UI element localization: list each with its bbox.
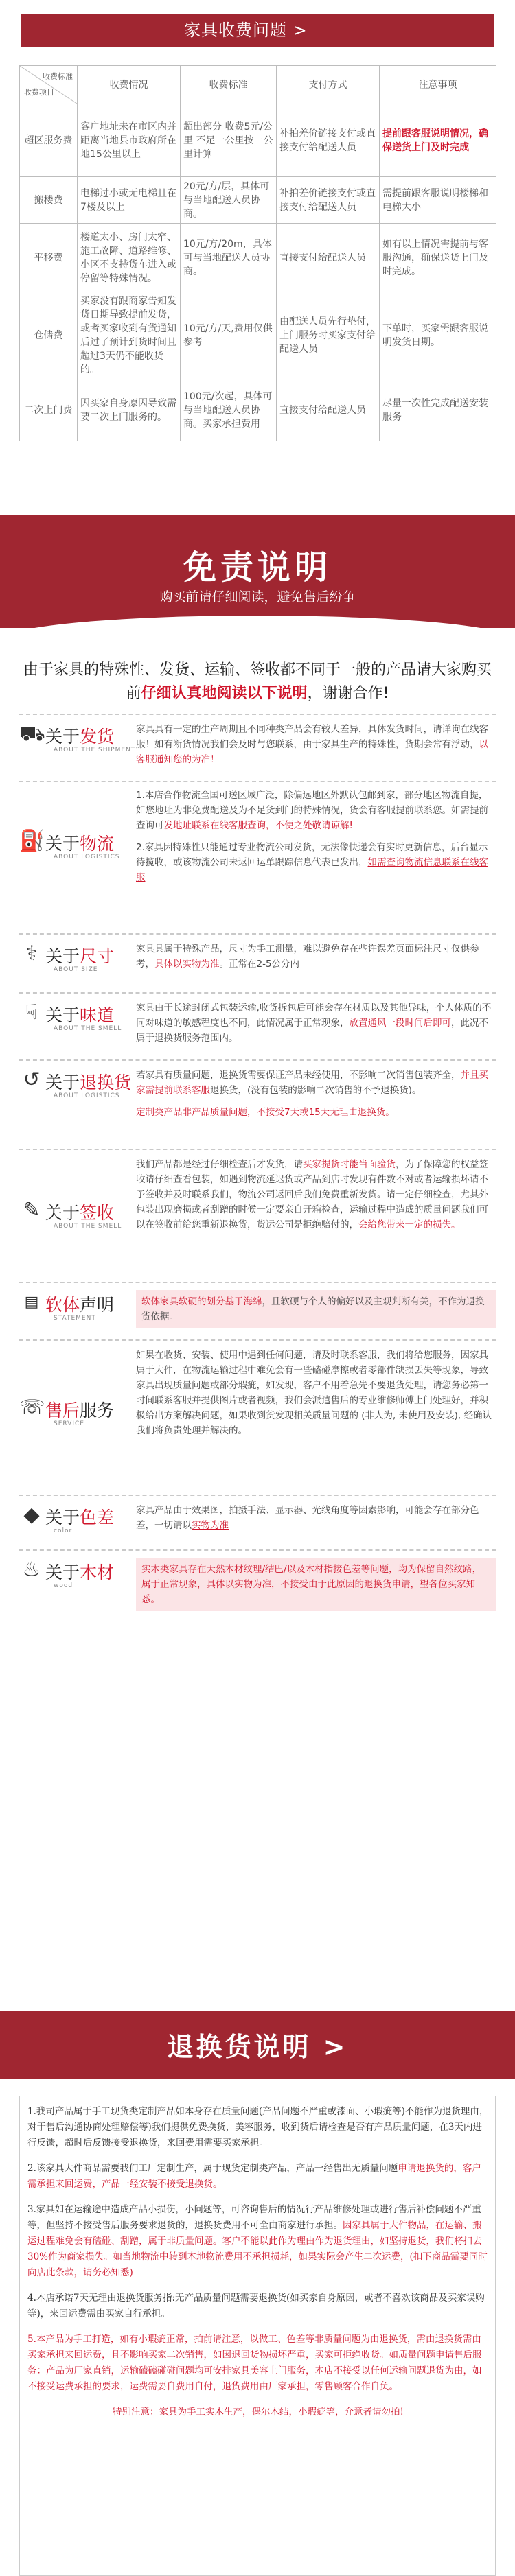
fee-note: 如有以上情况需提前与客服沟通，确保送货上门及时完成。 [380, 224, 496, 292]
item-body [136, 1068, 496, 1120]
divider [19, 1059, 496, 1061]
label-prefix: 关于 [45, 1562, 80, 1582]
returns-list [27, 2104, 489, 2430]
label-rest: 声明 [80, 1295, 115, 1315]
item-highlight: 如需查询物流信息联系在线客服 [136, 857, 488, 883]
fee-payment: 补拍差价链接支付或直接支付给配送人员 [277, 177, 380, 224]
label-red: 软体 [45, 1295, 80, 1315]
label-prefix: 关于 [45, 1508, 80, 1527]
item-text: 家具具有一定的生产周期且不同种类产品会有较大差异，具体发货时间，请详询在线客服！如有断货情况我们会及时与您联系，由于家具生产的特殊性，货期会常有浮动， [136, 724, 488, 750]
table-row [20, 292, 496, 379]
fee-table-diag-cell [20, 66, 78, 104]
fee-item-name: 仓储费 [20, 292, 78, 379]
item-body [136, 722, 496, 767]
label-en: STATEMENT [54, 1315, 96, 1322]
fee-situation: 楼道太小、房门太窄、施工故障、道路维修、小区不支持货车进入或停留等特殊情况。 [78, 224, 181, 292]
returns-highlight: 申请退换货的，客户需承担来回运费，产品一经安装不接受退换货。 [27, 2163, 481, 2190]
returns-text: 2.该家具大件商品需要我们工厂定制生产，属于现货定制类产品，产品一经售出无质量问题 [27, 2163, 398, 2174]
fee-header-standard: 收费标准 [181, 66, 277, 104]
divider [19, 781, 496, 782]
item-highlight: 具体以实物为准 [154, 959, 220, 970]
returns-item-4: 4.本店承诺7天无理由退换货服务指:无产品质量问题需要退换货(如买家自身原因，或者不喜欢该商品及买家误购等)，来回运费需由买家自行承担。 [27, 2293, 485, 2319]
fee-section-title: 家具收费问题 > [21, 14, 494, 47]
headset-icon: ☏ [19, 1396, 45, 1420]
disclaimer-intro [19, 659, 496, 705]
label-prefix: 关于 [45, 727, 80, 747]
diag-bottom-label: 收费项目 [24, 88, 54, 97]
item-body [136, 1503, 496, 1533]
item-shipment [19, 722, 496, 777]
fee-standard: 超出部分 收费5元/公里 不足一公里按一公里计算 [181, 104, 277, 177]
fee-note: 下单时，买家需跟客服说明发货日期。 [380, 292, 496, 379]
porter-icon: ⛽ [19, 829, 45, 853]
label-prefix: 关于 [45, 1203, 80, 1223]
item-highlight: 以客服通知您的为准！ [136, 739, 488, 765]
item-tail: ，此况不属于退换货服务范围内。 [136, 1018, 488, 1044]
item-text: 家具产品由于效果图，拍摄手法、显示器、光线角度等因素影响，可能会存在部分色差，一切请以 [136, 1505, 479, 1531]
label-prefix: 关于 [45, 946, 80, 966]
disclaimer-banner [0, 515, 515, 628]
fee-table-header [20, 66, 496, 104]
disclaimer-section [0, 501, 515, 2004]
fee-payment: 直接支付给配送人员 [277, 379, 380, 441]
item-text: 若家具有质量问题，退换货需要保证产品未经使用，不影响二次销售包装齐全， [136, 1070, 461, 1081]
divider [19, 992, 496, 994]
item-return [19, 1068, 496, 1143]
returns-title: 退换货说明 > [167, 2032, 348, 2062]
label-en: ABOUT SIZE [54, 966, 98, 973]
label-en: ABOUT THE SMELL [54, 1223, 122, 1230]
fee-item-name: 超区服务费 [20, 104, 78, 177]
item-tail: 退换货，(没有包装的影响二次销售的不予退换货)。 [210, 1085, 422, 1096]
fee-situation: 买家没有跟商家告知发货日期导致提前发货，或者买家收到有货通知后过了预计到货时间且超过3天仍不能收货的。 [78, 292, 181, 379]
item-highlight: 放置通风一段时间后即可 [349, 1018, 451, 1029]
label-red: 签收 [80, 1203, 115, 1223]
item-body [136, 1157, 496, 1232]
item-text: 2.家具因特殊性只能通过专业物流公司发货，无法像快递会有实时更新信息，后台显示待揽收，或该物流公司未返回运单跟踪信息代表已发出， [136, 842, 488, 868]
returns-footer: 特别注意：家具为手工实木生产，偶尔木结，小瑕疵等，介意者请勿拍! [113, 2407, 404, 2417]
label-en: ABOUT LOGISTICS [54, 854, 120, 860]
table-row [20, 177, 496, 224]
label-en: ABOUT THE SMELL [54, 1025, 122, 1032]
divider [19, 1495, 496, 1496]
item-note: 定制类产品非产品质量问题，不接受7天或15天无理由退换货。 [136, 1107, 395, 1118]
return-arrows-icon: ↺ [23, 1068, 41, 1092]
fee-situation: 客户地址未在市区内并距离当地县市政府所在地15公里以上 [78, 104, 181, 177]
label-en: ABOUT LOGISTICS [54, 1092, 120, 1099]
fee-item-name: 平移费 [20, 224, 78, 292]
person-measure-icon: ⚕ [25, 941, 38, 965]
item-highlight: 发地址联系在线客服查询，不便之处敬请谅解! [163, 820, 353, 831]
item-highlight: 买家提货时能当面验货 [303, 1159, 396, 1170]
item-body [136, 1000, 496, 1046]
label-red: 发货 [80, 727, 115, 747]
divider [19, 714, 496, 715]
fee-standard: 100元/次起，具体可与当地配送人员协商。买家承担费用 [181, 379, 277, 441]
item-size [19, 941, 496, 990]
intro-highlight: 仔细认真地阅读以下说明 [141, 685, 308, 702]
fee-payment: 由配送人员先行垫付，上门服务时买家支付给配送人员 [277, 292, 380, 379]
item-highlight: 并且买家需提前联系客服 [136, 1070, 488, 1096]
fee-note: 需提前跟客服说明楼梯和电梯大小 [380, 177, 496, 224]
label-prefix: 关于 [45, 1005, 80, 1025]
item-tail: 。正常在2-5公分内 [219, 959, 300, 970]
table-row [20, 224, 496, 292]
item-logistics [19, 788, 496, 925]
diag-top-label: 收费标准 [43, 72, 73, 81]
item-highlight: 软体家具软硬的划分基于海绵 [141, 1296, 262, 1307]
item-material [19, 1290, 496, 1331]
fee-note: 尽量一次性完成配送安装服务 [380, 379, 496, 441]
label-red: 木材 [80, 1562, 115, 1582]
label-en: SERVICE [54, 1420, 84, 1427]
disclaimer-title: 免责说明 [183, 548, 332, 587]
intro-text: 由于家具的特殊性、发货、运输、签收都不同于一般的产品请大家购买前 [23, 661, 492, 702]
label-en: color [54, 1527, 73, 1534]
label-red: 色差 [80, 1508, 115, 1527]
label-red: 尺寸 [80, 946, 115, 966]
item-body: 如果在收货、安装、使用中遇到任何问题，请及时联系客服，我们将给您服务，因家具属于大件，在物流运输过程中难免会有一些磕碰摩擦或者零部件缺损丢失等现象，导致家具出现质量问题或部分瑕疵，如发现，客户不用着急先不要退货处理，请您务必第一时间联系客服并提供图片或者视频，我们会派遣售后的专业维修师傅上门处理好，并积极给出方案解决问题，如果收到货发现相关质量问题的 (非人为, 未使用及安装), 经确认我们将负责处理并解决的。 [136, 1350, 492, 1436]
returns-text: 3.家具如在运输途中造成产品小损伤，小问题等，可咨询售后的情况行产品维修处理或进行售后补偿问题不严重等，但坚持不接受售后服务要求退货的，退换货费用不可全由商家进行承担。 [27, 2204, 481, 2231]
item-highlight: 实物为准 [192, 1520, 229, 1531]
label-red: 退换货 [80, 1073, 132, 1092]
label-rest: 服务 [80, 1401, 115, 1420]
divider [19, 1339, 496, 1341]
item-text: 家具由于长途封闭式包装运输,收货拆包后可能会存在材质以及其他异味，个人体质的不同对味道的敏感程度也不同，此情况属于正常现象， [136, 1003, 492, 1029]
label-en: ABOUT THE SHIPMENT [54, 747, 136, 753]
label-prefix: 关于 [45, 1073, 80, 1092]
returns-item-3 [27, 2202, 489, 2281]
returns-highlight: 因家具属于大件物品，在运输、搬运过程难免会有磕碰、刮蹭，属于非质量问题。客户不能以此作为理由作为退货理由，如坚持退货，我们将扣去30%作为商家损失。如当地物流中转到本地物流费用不承担损耗，如果实际会产生二次运费，(扣下商品需要同时向店此条款，请务必知悉) [27, 2220, 488, 2278]
clipboard-person-icon: ✎ [23, 1198, 41, 1222]
returns-content [0, 2011, 515, 2417]
item-body [136, 1290, 496, 1328]
item-text: 1.本店合作物流全国可送区域广泛，除偏远地区外默认包邮到家，部分地区物流自提，如您地址为非免费配送及为不足货到门的特殊情况，货会有客服提前联系您。如需提前查询可 [136, 790, 488, 831]
fee-standard: 10元/方/20m，具体可与当地配送人员协商。 [181, 224, 277, 292]
fee-item-name: 搬楼费 [20, 177, 78, 224]
divider [19, 1282, 496, 1283]
item-body [136, 788, 496, 885]
item-highlight: 会给您带来一定的损失。 [358, 1219, 461, 1230]
intro-tail: ，谢谢合作! [307, 685, 389, 702]
item-body: 实木类家具存在天然木材纹理/结巴/以及木材指接色差等问题，均为保留自然纹路，属于正常现象，具体以实物为准，不接受由于此原因的退换货申请，望各位买家知悉。 [136, 1558, 496, 1611]
label-red: 物流 [80, 834, 115, 854]
table-row [20, 379, 496, 441]
fee-header-note: 注意事项 [380, 66, 496, 104]
label-red: 售后 [45, 1401, 80, 1420]
item-tail: ，为了保障您的权益签收请仔细查看包装，如遇到物流延迟货或产品到店时发现有件数不对或者运输损坏请不予签收并及时联系我们，物流公司返回后我们免费重新发货。请一定仔细检查，尤其外包装出现磨损或者刮蹭的时候一定要亲自开箱检查，运输过程中造成的质量问题我们可以在签收前给您重新退换货，货运公司是拒绝赔付的， [136, 1159, 488, 1230]
table-row [20, 104, 496, 177]
divider [19, 933, 496, 935]
fee-section [0, 0, 515, 494]
label-prefix: 关于 [45, 834, 80, 854]
fee-standard: 20元/方/层，具体可与当地配送人员协商。 [181, 177, 277, 224]
returns-item-1: 1.我司产品属于手工现货类定制产品如本身存在质量问题(产品问题不严重或漆面、小瑕疵等)不能作为退货理由，对于售后沟通协商处理赔偿等)我们提供免费换货，美容服务，收到货后请检查是否有产品质量问题，在3天内进行反馈，超时后反馈接受退换货，来回费用需要买家承担。 [27, 2106, 489, 2148]
item-color [19, 1503, 496, 1544]
nose-icon: ☟ [25, 1000, 38, 1024]
delivery-truck-icon: ⛟ [19, 722, 45, 746]
item-tail: ，且软硬与个人的偏好以及主观判断有关，不作为退换货依据。 [141, 1296, 485, 1322]
fee-situation: 电梯过小或无电梯且在7楼及以上 [78, 177, 181, 224]
fee-header-situation: 收费情况 [78, 66, 181, 104]
item-service [19, 1348, 496, 1485]
label-en: wood [54, 1582, 73, 1589]
item-signing [19, 1157, 496, 1280]
fee-standard: 10元/方/天,费用仅供参考 [181, 292, 277, 379]
label-red: 味道 [80, 1005, 115, 1025]
tree-icon: ♨ [22, 1558, 41, 1582]
item-text: 我们产品都是经过仔细检查后才发货，请 [136, 1159, 303, 1170]
item-text: 家具具属于特殊产品，尺寸为手工测量，难以避免存在些许误差页面标注尺寸仅供参考， [136, 944, 479, 970]
item-body [136, 941, 496, 972]
item-wood [19, 1558, 496, 1613]
fee-situation: 因买家自身原因导致需要二次上门服务的。 [78, 379, 181, 441]
fee-header-payment: 支付方式 [277, 66, 380, 104]
color-drop-icon: ◆ [23, 1503, 40, 1527]
fee-table [19, 65, 496, 441]
fee-note: 提前跟客服说明情况，确保送货上门及时完成 [380, 104, 496, 177]
divider [19, 1149, 496, 1150]
disclaimer-subtitle: 购买前请仔细阅读，避免售后纷争 [159, 589, 356, 605]
divider [19, 1549, 496, 1551]
fee-item-name: 二次上门费 [20, 379, 78, 441]
returns-item-2 [27, 2161, 489, 2192]
mattress-icon: ▤ [24, 1293, 39, 1311]
item-smell [19, 1000, 496, 1055]
fee-payment: 直接支付给配送人员 [277, 224, 380, 292]
fee-payment: 补拍差价链接支付或直接支付给配送人员 [277, 104, 380, 177]
returns-item-5: 5.本产品为手工打造，如有小瑕疵正常，拍前请注意，以做工、色差等非质量问题为由退换货，需由退换货需由买家承担来回运费，且不影响买家二次销售，如因退回货物损坏严重，买家可拒绝收货。如质量问题申请售后服务：产品为厂家直销，运输磕磕碰碰问题均可安排家具美容上门服务，本店不接受以任何运输问题退货为由，如不接受运费承担的要求，运费需要自费用自付，退货费用由厂家承担，零售顾客合作自负。 [27, 2334, 482, 2392]
